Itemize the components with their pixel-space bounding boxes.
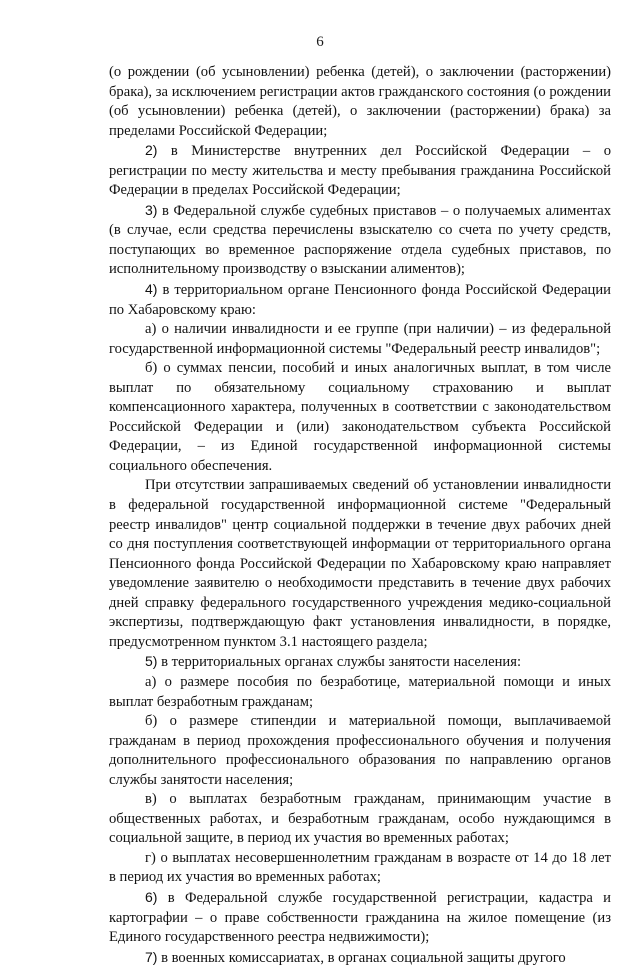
paragraph-text: в территориальных органах службы занятости населения: xyxy=(157,654,522,671)
page-number: 6 xyxy=(316,34,324,50)
paragraph-text: б) о суммах пенсии, пособий и иных аналогичных выплат, в том числе выплат по обязательному социальному страхованию и выплат компенсационного характера, полученных в соответствии с законодательством Российской Федерации и (или) законодательством субъекта Российской Федерации, – из Единой государственной информационной системы социального обеспечения. xyxy=(109,360,611,474)
paragraph-text: в военных комиссариатах, в органах социальной защиты другого xyxy=(157,949,566,966)
paragraph xyxy=(109,948,611,968)
list-number: 4) xyxy=(145,281,158,298)
list-number: 7) xyxy=(145,948,158,965)
list-number: 5) xyxy=(145,653,158,670)
paragraph xyxy=(109,712,611,790)
paragraph xyxy=(109,888,611,948)
paragraph-text: а) о размере пособия по безработице, материальной помощи и иных выплат безработным гражданам; xyxy=(109,673,611,710)
paragraph xyxy=(109,63,611,141)
paragraph-text: (о рождении (об усыновлении) ребенка (детей), о заключении (расторжении) брака), за исключением регистрации актов гражданского состояния (о рождении (об усыновлении) ребенка (детей), о заключении (расторжении) брака) за пределами Российской Федерации; xyxy=(109,64,611,139)
paragraph-text: а) о наличии инвалидности и ее группе (при наличии) – из федеральной государственной информационной системы "Федеральный реестр инвалидов"; xyxy=(109,321,611,357)
paragraph-text: в Федеральной службе государственной регистрации, кадастра и картографии – о праве собственности гражданина на жилое помещение (из Единого государственного реестра недвижимости); xyxy=(109,889,611,946)
paragraph xyxy=(109,849,611,888)
list-number: 2) xyxy=(145,142,158,159)
paragraph-text: в Министерстве внутренних дел Российской Федерации – о регистрации по месту жительства и месту пребывания гражданина Российской Федерации в пределах Российской Федерации; xyxy=(109,143,611,199)
paragraph-text: При отсутствии запрашиваемых сведений об установлении инвалидности в федеральной государственной информационной системе "Федеральный реестр инвалидов" центр социальной поддержки в течение двух рабочих дней со дня поступления соответствующей информации от территориального органа Пенсионного фонда Российской Федерации по Хабаровскому краю направляет уведомление заявителю о необходимости представить в течение двух рабочих дней справку федерального государственного учреждения медико-социальной экспертизы, подтверждающую факт установления инвалидности, в порядке, предусмотренном пунктом 3.1 настоящего раздела; xyxy=(109,477,611,650)
paragraph-text: в) о выплатах безработным гражданам, принимающим участие в общественных работах, и безработным гражданам, особо нуждающимся в социальной защите, в период их участия во временных работах; xyxy=(109,791,611,847)
document-body xyxy=(109,63,611,968)
paragraph xyxy=(109,476,611,652)
paragraph xyxy=(109,790,611,849)
paragraph-text: г) о выплатах несовершеннолетним гражданам в возрасте от 14 до 18 лет в период их участия во временных работах; xyxy=(109,849,611,886)
paragraph xyxy=(109,141,611,201)
paragraph xyxy=(109,652,611,673)
paragraph xyxy=(109,320,611,359)
paragraph-text: б) о размере стипендии и материальной помощи, выплачиваемой гражданам в период прохождения профессионального обучения и получения дополнительного профессионального образования по направлению органов службы занятости населения; xyxy=(109,713,611,788)
paragraph xyxy=(109,359,611,476)
list-number: 3) xyxy=(145,201,158,218)
paragraph xyxy=(109,673,611,712)
paragraph xyxy=(109,201,611,280)
list-number: 6) xyxy=(145,888,158,905)
paragraph-text: в Федеральной службе судебных приставов – о получаемых алиментах (в случае, если средства перечислены взыскателю со счета по учету средств, поступающих во временное распоряжение отдела судебных приставов, по исполнительному производству о взыскании алиментов); xyxy=(109,202,611,278)
paragraph-text: в территориальном органе Пенсионного фонда Российской Федерации по Хабаровскому краю: xyxy=(109,282,611,318)
paragraph xyxy=(109,280,611,320)
